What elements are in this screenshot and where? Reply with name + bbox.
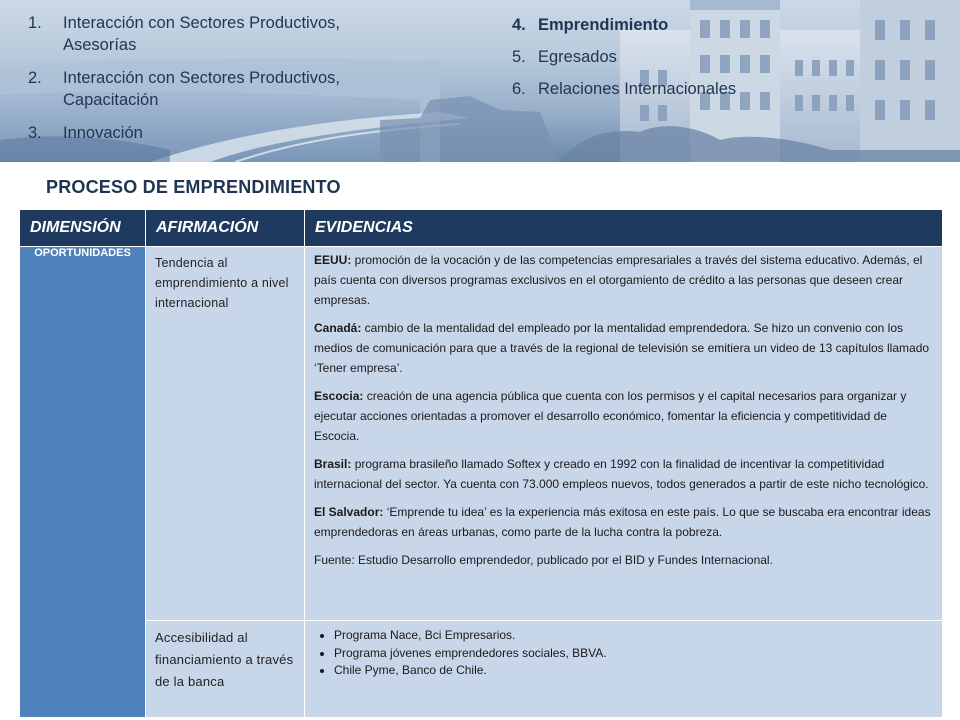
nav-item-label: Relaciones Internacionales <box>538 80 737 98</box>
nav-item-egresados[interactable] <box>512 46 812 68</box>
evidence-source <box>314 550 932 570</box>
evidence-text: programa brasileño llamado Softex y creado en 1992 con la finalidad de incentivar la competitividad internacional del sector. Ya cuenta con 73.000 empleos nuevos, todos generados a partir de este nicho tecnológico. <box>314 457 929 491</box>
header-evidencias: EVIDENCIAS <box>305 210 943 247</box>
table-header-row <box>20 210 943 247</box>
table-row <box>20 621 943 718</box>
nav-item-capacitacion[interactable] <box>28 67 398 111</box>
list-item: • Programa Nace, Bci Empresarios. <box>334 627 932 645</box>
list-item: • Programa jóvenes emprendedores sociales, BBVA. <box>334 645 932 663</box>
nav-item-relaciones-internacionales[interactable] <box>512 78 812 100</box>
evidence-text: Fuente: Estudio Desarrollo emprendedor, publicado por el BID y Fundes Internacional. <box>314 553 773 567</box>
evidence-eeuu <box>314 250 932 310</box>
nav-item-emprendimiento[interactable] <box>512 14 812 36</box>
section-title: PROCESO DE EMPRENDIMIENTO <box>46 177 341 197</box>
nav-item-number: 2. <box>28 69 42 87</box>
evidence-text: promoción de la vocación y de las competencias empresariales a través del sistema educativo. Además, el país cuenta con diversos programas exclusivos en el otorgamiento de crédito a las personas que deseen crear empresas. <box>314 253 923 307</box>
evidence-label: Escocia: <box>314 389 364 403</box>
nav-item-innovacion[interactable] <box>28 122 398 144</box>
nav-item-label: Interacción con Sectores Productivos, Capacitación <box>63 69 340 109</box>
nav-item-label: Interacción con Sectores Productivos, Asesorías <box>63 14 340 54</box>
nav-item-label: Egresados <box>538 48 617 66</box>
evidence-text: creación de una agencia pública que cuenta con los permisos y el capital necesarios para organizar y ejecutar acciones orientadas a promover el desarrollo económico, fomentar la eficiencia y competitividad de Escocia. <box>314 389 907 443</box>
nav-item-number: 6. <box>512 80 526 98</box>
evidence-text: cambio de la mentalidad del empleado por la mentalidad emprendedora. Se hizo un convenio con los medios de comunicación para que a través de la regional de televisión se emitiera un video de 13 capítulos llamado ‘Tener empresa’. <box>314 321 930 375</box>
nav-item-label: Innovación <box>63 124 143 142</box>
evidence-label: Canadá: <box>314 321 362 335</box>
evidence-el-salvador <box>314 502 932 542</box>
nav-item-asesorias[interactable] <box>28 12 398 56</box>
afirmacion-cell: Tendencia al emprendimiento a nivel internacional <box>146 247 305 621</box>
evidence-escocia <box>314 386 932 446</box>
nav-item-number: 4. <box>512 16 526 34</box>
nav-list-left <box>28 12 398 155</box>
afirmacion-cell: Accesibilidad al financiamiento a través de la banca <box>146 621 305 718</box>
evidence-brasil <box>314 454 932 494</box>
header-afirmacion: AFIRMACIÓN <box>146 210 305 247</box>
header-dimension: DIMENSIÓN <box>20 210 146 247</box>
table-row <box>20 247 943 621</box>
evidence-label: EEUU: <box>314 253 352 267</box>
nav-item-number: 1. <box>28 14 42 32</box>
nav-item-number: 3. <box>28 124 42 142</box>
bullet-list <box>314 627 932 680</box>
nav-list-right <box>512 14 812 110</box>
list-item: • Chile Pyme, Banco de Chile. <box>334 662 932 680</box>
dimension-cell: OPORTUNIDADES <box>20 247 146 718</box>
evidencias-cell <box>305 247 943 621</box>
emprendimiento-table <box>19 209 943 718</box>
nav-item-label: Emprendimiento <box>538 16 669 34</box>
evidence-canada <box>314 318 932 378</box>
evidence-text: ‘Emprende tu idea’ es la experiencia más exitosa en este país. Lo que se buscaba era encontrar ideas emprendedoras en áreas urbanas, como parte de la lucha contra la pobreza. <box>314 505 931 539</box>
evidence-label: El Salvador: <box>314 505 384 519</box>
nav-item-number: 5. <box>512 48 526 66</box>
evidencias-cell <box>305 621 943 718</box>
evidence-label: Brasil: <box>314 457 352 471</box>
header-banner <box>0 0 960 162</box>
